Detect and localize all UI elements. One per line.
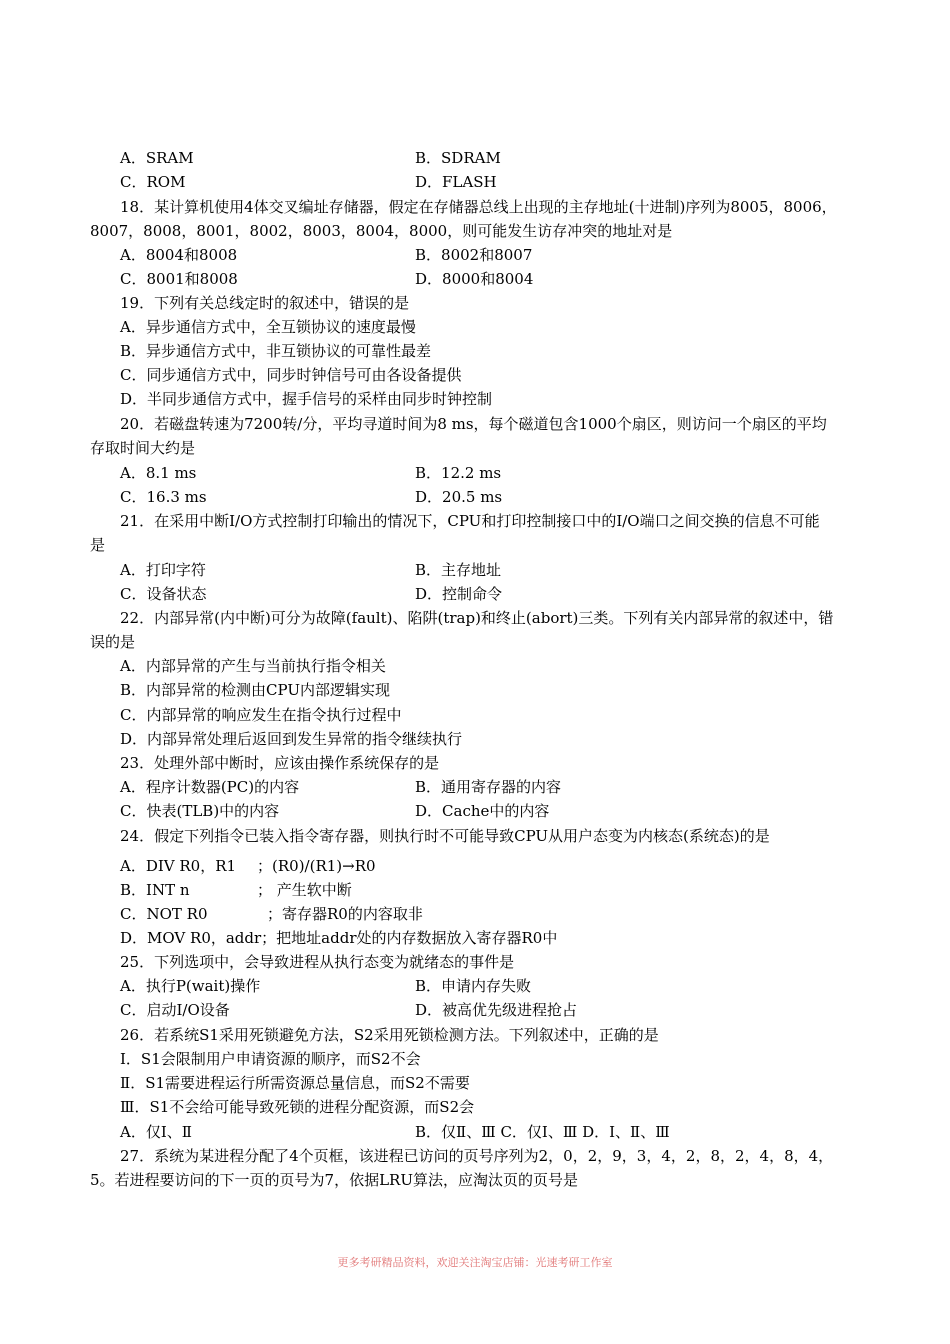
question-25-stem: 25．下列选项中，会导致进程从执行态变为就绪态的事件是 bbox=[120, 953, 515, 971]
option-a bbox=[120, 857, 900, 875]
question-20-stem: 20．若磁盘转速为7200转/分，平均寻道时间为8 ms，每个磁道包含1000个扇区，则访问一个扇区的平均 bbox=[120, 415, 827, 433]
option-a: A．8.1 ms bbox=[120, 464, 197, 482]
option-row bbox=[120, 585, 900, 603]
option-b: B．异步通信方式中，非互锁协议的可靠性最差 bbox=[120, 342, 432, 360]
option-c: C．设备状态 bbox=[120, 585, 207, 603]
option-d: D．内部异常处理后返回到发生异常的指令继续执行 bbox=[120, 730, 463, 748]
option-d: D．FLASH bbox=[415, 173, 497, 191]
question-23-stem: 23．处理外部中断时，应该由操作系统保存的是 bbox=[120, 754, 440, 772]
option-a: A．内部异常的产生与当前执行指令相关 bbox=[120, 657, 386, 675]
question-19-stem: 19．下列有关总线定时的叙述中，错误的是 bbox=[120, 294, 410, 312]
option-b: B．SDRAM bbox=[415, 149, 501, 167]
option-a: A．8004和8008 bbox=[120, 246, 238, 264]
option-d: D．半同步通信方式中，握手信号的采样由同步时钟控制 bbox=[120, 390, 493, 408]
option-row bbox=[120, 246, 900, 264]
option-row bbox=[120, 464, 900, 482]
instruction-comment: ； 产生软中断 bbox=[257, 881, 352, 899]
option-row bbox=[120, 802, 900, 820]
option-row bbox=[120, 977, 900, 995]
question-21-stem-cont: 是 bbox=[90, 536, 106, 554]
instruction: B．INT n bbox=[120, 881, 190, 899]
question-22-stem: 22．内部异常(内中断)可分为故障(fault)、陷阱(trap)和终止(abort)三类。下列有关内部异常的叙述中，错 bbox=[120, 609, 834, 627]
option-d: D．被高优先级进程抢占 bbox=[415, 1001, 578, 1019]
option-bcd: B．仅Ⅱ、Ⅲ C．仅Ⅰ、Ⅲ D．Ⅰ、Ⅱ、Ⅲ bbox=[415, 1123, 670, 1141]
option-c: C．内部异常的响应发生在指令执行过程中 bbox=[120, 706, 402, 724]
option-a: A．异步通信方式中，全互锁协议的速度最慢 bbox=[120, 318, 416, 336]
instruction: A．DIV R0，R1 bbox=[120, 857, 237, 875]
option-row bbox=[120, 173, 900, 191]
option-d: D．20.5 ms bbox=[415, 488, 503, 506]
question-21-stem: 21．在采用中断I/O方式控制打印输出的情况下，CPU和打印控制接口中的I/O端口之间交换的信息不可能 bbox=[120, 512, 820, 530]
option-d: D．控制命令 bbox=[415, 585, 503, 603]
question-20-stem-cont: 存取时间大约是 bbox=[90, 439, 196, 457]
option-c: C．ROM bbox=[120, 173, 186, 191]
question-24-stem: 24．假定下列指令已装入指令寄存器，则执行时不可能导致CPU从用户态变为内核态(系统态)的是 bbox=[120, 827, 770, 845]
option-b: B．8002和8007 bbox=[415, 246, 533, 264]
statement-1: Ⅰ．S1会限制用户申请资源的顺序，而S2不会 bbox=[120, 1050, 421, 1068]
option-b: B．主存地址 bbox=[415, 561, 502, 579]
statement-3: Ⅲ．S1不会给可能导致死锁的进程分配资源，而S2会 bbox=[120, 1098, 475, 1116]
option-a: A．执行P(wait)操作 bbox=[120, 977, 261, 995]
option-d: D．MOV R0，addr；把地址addr处的内存数据放入寄存器R0中 bbox=[120, 929, 558, 947]
option-b: B．12.2 ms bbox=[415, 464, 502, 482]
option-d: D．8000和8004 bbox=[415, 270, 534, 288]
option-c: C．8001和8008 bbox=[120, 270, 238, 288]
option-row bbox=[120, 1123, 900, 1141]
option-c: C．启动I/O设备 bbox=[120, 1001, 230, 1019]
footer-promo: 更多考研精品资料，欢迎关注淘宝店铺：光速考研工作室 bbox=[337, 1256, 613, 1269]
option-row bbox=[120, 149, 900, 167]
option-c: C．同步通信方式中，同步时钟信号可由各设备提供 bbox=[120, 366, 462, 384]
option-a: A．SRAM bbox=[120, 149, 194, 167]
question-18-stem-cont: 8007，8008，8001，8002，8003，8004，8000，则可能发生访存冲突的地址对是 bbox=[90, 222, 673, 240]
statement-2: Ⅱ．S1需要进程运行所需资源总量信息，而S2不需要 bbox=[120, 1074, 470, 1092]
option-c bbox=[120, 905, 900, 923]
question-22-stem-cont: 误的是 bbox=[90, 633, 136, 651]
option-b: B．通用寄存器的内容 bbox=[415, 778, 562, 796]
option-b: B．内部异常的检测由CPU内部逻辑实现 bbox=[120, 681, 390, 699]
question-18-stem: 18．某计算机使用4体交叉编址存储器，假定在存储器总线上出现的主存地址(十进制)序列为8005，8006， bbox=[120, 198, 837, 216]
option-d: D．Cache中的内容 bbox=[415, 802, 550, 820]
option-row bbox=[120, 561, 900, 579]
option-row bbox=[120, 778, 900, 796]
option-row bbox=[120, 488, 900, 506]
option-row bbox=[120, 1001, 900, 1019]
option-b: B．申请内存失败 bbox=[415, 977, 532, 995]
option-c: C．快表(TLB)中的内容 bbox=[120, 802, 280, 820]
instruction: C．NOT R0 bbox=[120, 905, 208, 923]
question-27-stem-cont: 5。若进程要访问的下一页的页号为7，依据LRU算法，应淘汰页的页号是 bbox=[90, 1171, 578, 1189]
instruction-comment: ；(R0)/(R1)→R0 bbox=[257, 857, 376, 875]
question-27-stem: 27．系统为某进程分配了4个页框，该进程已访问的页号序列为2，0，2，9，3，4，2，8，2，4，8，4， bbox=[120, 1147, 834, 1165]
option-row bbox=[120, 270, 900, 288]
question-26-stem: 26．若系统S1采用死锁避免方法，S2采用死锁检测方法。下列叙述中，正确的是 bbox=[120, 1026, 659, 1044]
option-a: A．仅Ⅰ、Ⅱ bbox=[120, 1123, 192, 1141]
instruction-comment: ；寄存器R0的内容取非 bbox=[267, 905, 423, 923]
option-b bbox=[120, 881, 900, 899]
option-a: A．打印字符 bbox=[120, 561, 206, 579]
option-c: C．16.3 ms bbox=[120, 488, 207, 506]
option-a: A．程序计数器(PC)的内容 bbox=[120, 778, 300, 796]
